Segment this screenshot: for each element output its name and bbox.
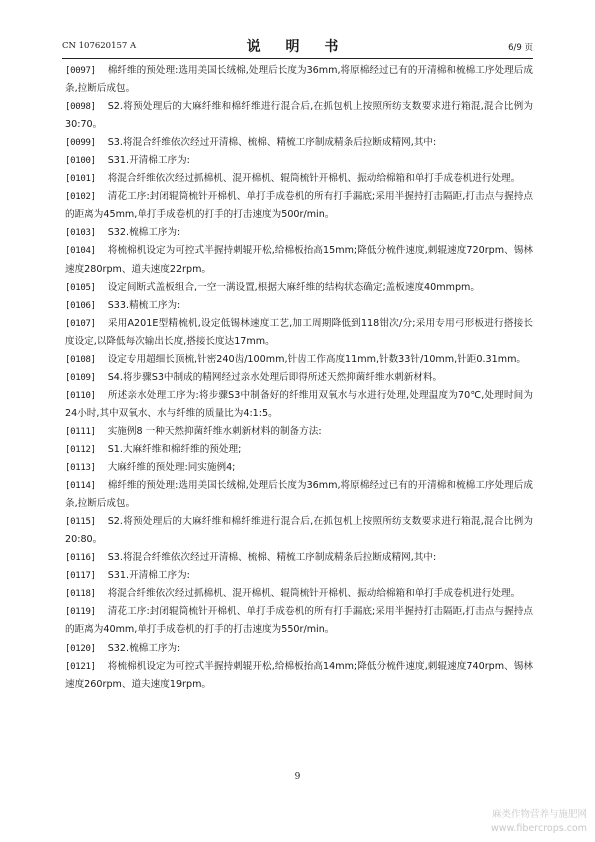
paragraph-text: 清花工序:封闭辊筒梳针开棉机、单打手成卷机的所有打手漏底;采用半握持打击隔距,打击点与握持点的距离为40mm,单打手成卷机的打手的打击速度为550r/min。 <box>65 606 533 636</box>
paragraph <box>65 98 533 134</box>
paragraph <box>65 567 533 585</box>
paragraph <box>65 279 533 297</box>
paragraph <box>65 351 533 369</box>
header-rule <box>62 58 533 59</box>
paragraph <box>65 170 533 188</box>
paragraph-number: [0105] <box>65 282 96 293</box>
paragraph-number: [0107] <box>65 318 96 329</box>
paragraph <box>65 477 533 513</box>
watermark-site-name: 麻类作物营养与施肥网 <box>491 809 587 820</box>
paragraph-text: 棉纤维的预处理:选用美国长绒棉,处理后长度为36mm,将原棉经过已有的开清棉和梳棉工序处理后成条,拉断后成包。 <box>65 65 533 95</box>
paragraph-number: [0108] <box>65 354 96 365</box>
paragraph-number: [0106] <box>65 300 96 311</box>
paragraph <box>65 242 533 278</box>
paragraph-text: 清花工序:封闭辊筒梳针开棉机、单打手成卷机的所有打手漏底;采用半握持打击隔距,打击点与握持点的距离为45mm,单打手成卷机的打手的打击速度为500r/min。 <box>65 191 533 221</box>
paragraph-number: [0099] <box>65 138 96 149</box>
paragraph-number: [0114] <box>65 481 96 492</box>
paragraph-number: [0102] <box>65 192 96 203</box>
paragraph-number: [0104] <box>65 246 96 257</box>
paragraph-number: [0103] <box>65 228 96 239</box>
paragraph <box>65 387 533 423</box>
paragraph-number: [0121] <box>65 661 96 672</box>
paragraph-number: [0097] <box>65 66 96 76</box>
paragraph <box>65 585 533 603</box>
paragraph-number: [0112] <box>65 444 96 455</box>
paragraph <box>65 441 533 459</box>
paragraph <box>65 603 533 639</box>
paragraph <box>65 297 533 315</box>
paragraph-text: 将混合纤维依次经过抓棉机、混开棉机、辊筒梳针开棉机、振动给棉箱和单打手成卷机进行处理。 <box>107 588 521 600</box>
paragraph-text: 采用A201E型精梳机,设定低锡林速度工艺,加工周期降低到118钳次/分;采用专用弓形板进行搭接长度设定,以降低每次输出长度,搭接长度达17mm。 <box>65 317 533 347</box>
paragraph <box>65 224 533 242</box>
paragraph-number: [0110] <box>65 390 96 401</box>
paragraph-text: S1.大麻纤维和棉纤维的预处理; <box>107 443 242 455</box>
paragraph <box>65 549 533 567</box>
paragraph-text: 所述亲水处理工序为:将步骤S3中制备好的纤维用双氧水与水进行处理,处理温度为70℃,处理时间为24小时,其中双氧水、水与纤维的质量比为4:1:5。 <box>65 389 533 419</box>
paragraph-number: [0100] <box>65 156 96 167</box>
paragraph-text: S3.将混合纤维依次经过开清棉、梳棉、精梳工序制成精条后拉断成精网,其中: <box>107 137 437 149</box>
site-watermark <box>491 808 587 836</box>
paragraph <box>65 152 533 170</box>
paragraph-text: S2.将预处理后的大麻纤维和棉纤维进行混合后,在抓包机上按照所纺支数要求进行箱混,混合比例为20:80。 <box>65 516 533 546</box>
watermark-url: www.fibercrops.com <box>490 823 587 834</box>
paragraph-text: 将梳棉机设定为可控式半握持刺辊开松,给棉板抬高14mm;降低分梳件速度,刺辊速度740rpm、锡林速度260rpm、道夫速度19rpm。 <box>65 660 533 690</box>
paragraph-number: [0101] <box>65 174 96 185</box>
paragraph-text: 将混合纤维依次经过抓棉机、混开棉机、辊筒梳针开棉机、振动给棉箱和单打手成卷机进行处理。 <box>107 173 521 185</box>
paragraph-text: 大麻纤维的预处理:同实施例4; <box>107 462 236 474</box>
paragraph-number: [0118] <box>65 589 96 600</box>
paragraph <box>65 62 533 98</box>
paragraph-text: 棉纤维的预处理:选用美国长绒棉,处理后长度为36mm,将原棉经过已有的开清棉和梳棉工序处理后成条,拉断后成包。 <box>65 480 533 510</box>
paragraph-number: [0116] <box>65 553 96 564</box>
paragraph-text: 设定间断式盖板组合,一空一满设置,根据大麻纤维的结构状态确定;盖板速度40mmpm。 <box>107 281 480 293</box>
paragraph-text: S32.梳棉工序为: <box>107 227 181 239</box>
document-title: 说 明 书 <box>246 39 349 55</box>
paragraph <box>65 640 533 658</box>
paragraph-number: [0115] <box>65 517 96 528</box>
page-indicator: 6/9 页 <box>508 43 533 53</box>
paragraph <box>65 134 533 152</box>
paragraph-text: S31.开清棉工序为: <box>107 155 190 167</box>
paragraph-text: S3.将混合纤维依次经过开清棉、梳棉、精梳工序制成精条后拉断成精网,其中: <box>107 552 437 564</box>
paragraph-text: S33.精梳工序为: <box>107 299 181 311</box>
paragraph <box>65 369 533 387</box>
paragraph-number: [0098] <box>65 102 96 113</box>
paragraph <box>65 423 533 441</box>
page-header <box>62 36 533 56</box>
paragraph-text: S2.将预处理后的大麻纤维和棉纤维进行混合后,在抓包机上按照所纺支数要求进行箱混,混合比例为30:70。 <box>65 101 533 131</box>
paragraph-number: [0120] <box>65 643 96 654</box>
paragraph-text: S32.梳棉工序为: <box>107 642 181 654</box>
paragraph-number: [0111] <box>65 426 96 437</box>
paragraph <box>65 513 533 549</box>
paragraph <box>65 658 533 694</box>
paragraph-number: [0117] <box>65 571 96 582</box>
paragraph-text: S4.将步骤S3中制成的精网经过亲水处理后即得所述天然抑菌纤维水刺新材料。 <box>107 371 443 383</box>
paragraph-text: 设定专用超细长顶梳,针密240齿/100mm,针齿工作高度11mm,针数33针/10mm,针距0.31mm。 <box>107 353 527 365</box>
paragraph-number: [0113] <box>65 463 96 474</box>
paragraph-text: S31.开清棉工序为: <box>107 570 190 582</box>
description-body <box>65 62 533 694</box>
paragraph-text: 将梳棉机设定为可控式半握持刺辊开松,给棉板抬高15mm;降低分梳件速度,刺辊速度720rpm、锡林速度280rpm、道夫速度22rpm。 <box>65 245 533 275</box>
paragraph-text: 实施例8 一种天然抑菌纤维水刺新材料的制备方法: <box>107 425 322 437</box>
paragraph <box>65 315 533 351</box>
patent-number: CN 107620157 A <box>62 41 137 51</box>
paragraph <box>65 188 533 224</box>
paragraph <box>65 459 533 477</box>
page-number: 9 <box>294 772 301 782</box>
paragraph-number: [0109] <box>65 372 96 383</box>
paragraph-number: [0119] <box>65 607 96 618</box>
